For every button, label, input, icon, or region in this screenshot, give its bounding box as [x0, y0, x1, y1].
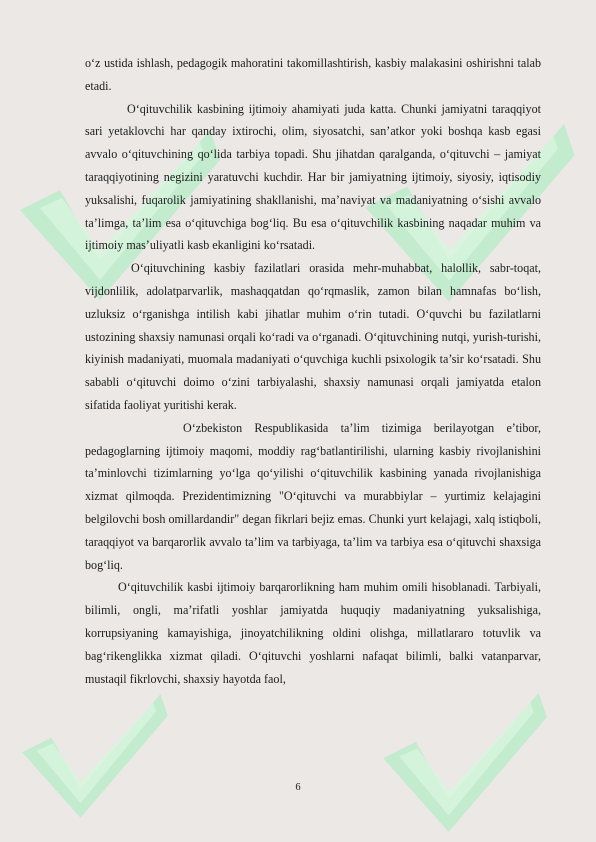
- paragraph: o‘z ustida ishlash, pedagogik mahoratini takomillashtirish, kasbiy malakasini oshirishni talab etadi.: [85, 56, 541, 93]
- paragraph: O‘qituvchining kasbiy fazilatlari orasida mehr-muhabbat, halollik, sabr-toqat, vijdonlilik, adolatparvarlik, mashaqqatdan qo‘rqmaslik, zamon bilan hamnafas bo‘lish, uzluksiz o‘rganishga intilish kabi jihatlar muhim o‘rin tutadi. O‘quvchi bu fazilatlarni ustozining shaxsiy namunasi orqali ko‘radi va o‘rganadi. O‘qituvchining nutqi, yurish-turishi, kiyinish madaniyati, muomala madaniyati o‘quvchiga kuchli psixologik ta’sir ko‘rsatadi. Shu sababli o‘qituvchi doimo o‘zini tarbiyalashi, shaxsiy namunasi orqali jamiyatda etalon sifatida faoliyat yuritishi kerak.: [85, 261, 541, 412]
- page-number: 6: [295, 782, 301, 793]
- body-text: [85, 52, 541, 690]
- paragraph: O‘zbekiston Respublikasida ta’lim tizimiga berilayotgan e’tibor, pedagoglarning ijtimoiy maqomi, moddiy rag‘batlantirilishi, ularning kasbiy rivojlanishini ta’minlovchi tizimlarning yo‘lga qo‘yilishi o‘qituvchilik kasbining yanada rivojlanishiga xizmat qilmoqda. Prezidentimizning "O‘qituvchi va murabbiylar – yurtimiz kelajagini belgilovchi bosh omillardandir" degan fikrlari bejiz emas. Chunki yurt kelajagi, xalq istiqboli, taraqqiyot va barqarorlik avvalo ta’lim va tarbiyaga, ta’lim va tarbiya esa o‘qituvchi shaxsiga bog‘liq.: [85, 420, 541, 572]
- paragraph: O‘qituvchilik kasbi ijtimoiy barqarorlikning ham muhim omili hisoblanadi. Tarbiyali, bilimli, ongli, ma’rifatli yoshlar jamiyatda huquqiy madaniyatning yuksalishiga, korrupsiyaning kamayishiga, jinoyatchilikning oldini olishga, millatlararo totuvlik va bag‘rikenglikka xizmat qiladi. O‘qituvchi yoshlarni nafaqat bilimli, balki vatanparvar, mustaqil fikrlovchi, shaxsiy hayotda faol,: [85, 580, 541, 686]
- paragraph: O‘qituvchilik kasbining ijtimoiy ahamiyati juda katta. Chunki jamiyatni taraqqiyot sari yetaklovchi har qanday ixtirochi, olim, siyosatchi, san’atkor yoki boshqa kasb egasi avvalo o‘qituvchining qo‘lida tarbiya topadi. Shu jihatdan qaralganda, o‘qituvchi – jamiyat taraqqiyotining negizini yaratuvchi kuchdir. Har bir jamiyatning ijtimoiy, siyosiy, iqtisodiy yuksalishi, fuqarolik jamiyatining shakllanishi, ma’naviyat va madaniyatning o‘sishi avvalo ta’limga, ta’lim esa o‘qituvchiga bog‘liq. Bu esa o‘qituvchilik kasbining naqadar muhim va ijtimoiy mas’uliyatli kasb ekanligini ko‘rsatadi.: [85, 101, 541, 253]
